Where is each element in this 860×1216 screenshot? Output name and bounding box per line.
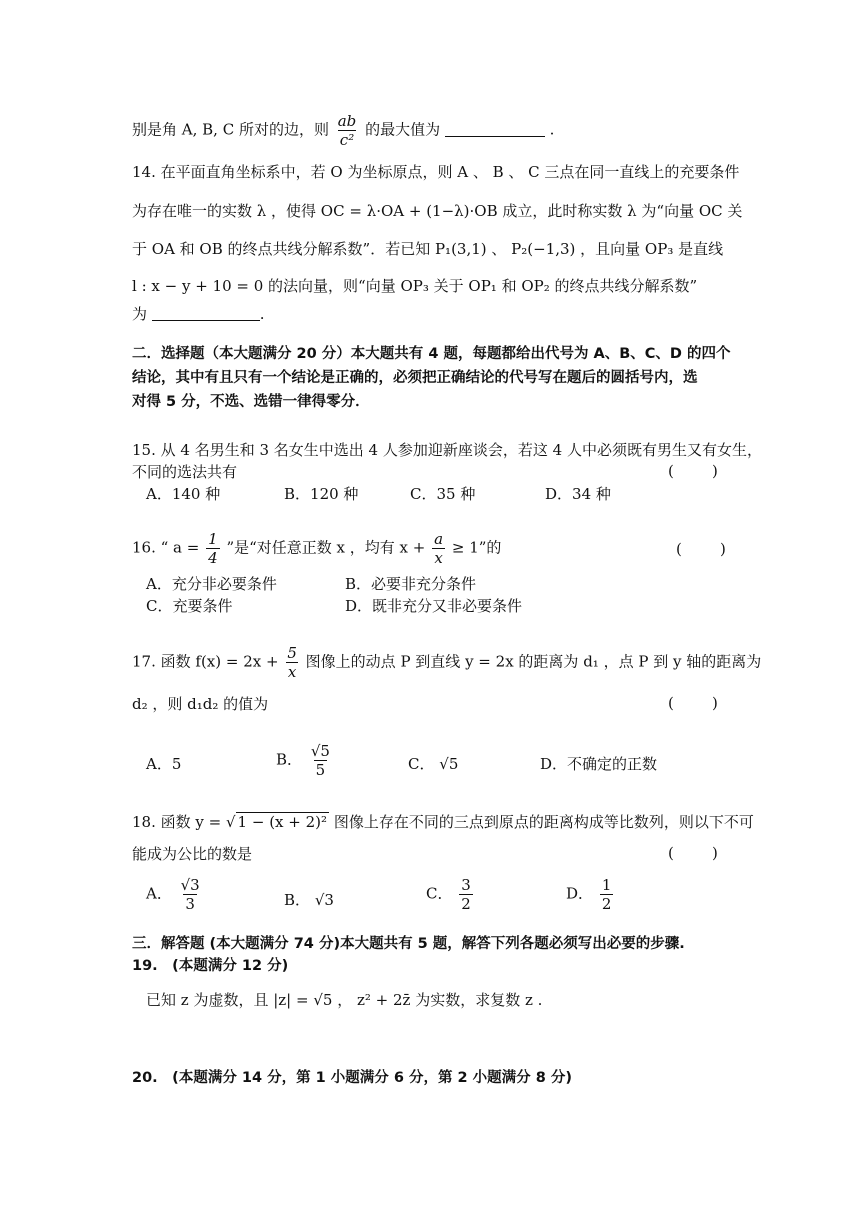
q17-frac-numerator: 5 <box>287 644 297 662</box>
section-2-line-1: 二．选择题（本大题满分 20 分）本大题共有 4 题，每题都给出代号为 A、B、C、D 的四个 <box>132 346 731 362</box>
q18-radicand: 1 − (x + 2)² <box>237 813 328 831</box>
q19-heading: 19. (本题满分 12 分) <box>132 958 289 974</box>
q13-frac-denominator: c² <box>339 131 355 149</box>
q14-line-1: 14. 在平面直角坐标系中，若 O 为坐标原点，则 A 、 B 、 C 三点在同一直线上的充要条件 <box>132 163 740 181</box>
q17-line-2: d₂ ，则 d₁d₂ 的值为 <box>132 695 269 713</box>
q18-prefix: 18. 函数 y = <box>132 813 222 831</box>
q18-stem <box>132 812 754 832</box>
q16-option-b[interactable]: B．必要非充分条件 <box>345 575 477 593</box>
q18-line-2: 能成为公比的数是 <box>132 845 253 863</box>
q15-line-1: 15. 从 4 名男生和 3 名女生中选出 4 人参加迎新座谈会，若这 4 人中必须既有男生又有女生， <box>132 441 762 459</box>
q15-answer-paren[interactable]: ( ) <box>668 462 718 480</box>
q16-answer-paren[interactable]: ( ) <box>676 540 726 558</box>
q16-frac-ax-numerator: a <box>434 530 444 548</box>
q17-answer-paren[interactable]: ( ) <box>668 694 718 712</box>
q17-option-b-label: B． <box>276 750 303 769</box>
q17-option-b-fraction <box>309 742 332 779</box>
q16-option-a[interactable]: A．充分非必要条件 <box>146 575 277 593</box>
q13-frac-numerator: ab <box>337 112 357 130</box>
section-2-line-2: 结论，其中有且只有一个结论是正确的，必须把正确结论的代号写在题后的圆括号内，选 <box>132 370 698 386</box>
q17-stem <box>132 644 761 681</box>
q14-line-5-text: 为 <box>132 305 148 323</box>
q15-option-b[interactable]: B．120 种 <box>284 485 359 503</box>
q14-line-3: 于 OA 和 OB 的终点共线分解系数”．若已知 P₁(3,1) 、 P₂(−1,3) ，且向量 OP₃ 是直线 <box>132 240 724 258</box>
section-3-heading: 三．解答题 (本大题满分 74 分)本大题共有 5 题，解答下列各题必须写出必要的步骤. <box>132 936 685 952</box>
q20-heading: 20. (本题满分 14 分，第 1 小题满分 6 分，第 2 小题满分 8 分) <box>132 1070 572 1086</box>
q18-option-d-numerator: 1 <box>601 876 612 894</box>
q16-frac-a-numerator: 1 <box>208 530 218 548</box>
q14-line-5: 为 . <box>132 305 265 323</box>
section-2-line-3: 对得 5 分，不选、选错一律得零分． <box>132 394 370 410</box>
q16-stem <box>132 530 501 567</box>
q17-option-a[interactable]: A．5 <box>146 755 182 773</box>
q18-option-a-label: A． <box>146 884 172 903</box>
q16-prefix: 16. “ a = <box>132 538 200 557</box>
q17-suffix: 图像上的动点 P 到直线 y = 2x 的距离为 d₁ ，点 P 到 y 轴的距离为 <box>305 652 762 671</box>
q17-option-c[interactable] <box>408 754 458 774</box>
q18-option-c-numerator: 3 <box>461 876 471 894</box>
q18-option-b[interactable] <box>284 890 334 910</box>
q14-line-2: 为存在唯一的实数 λ ，使得 OC = λ·OA + (1−λ)·OB 成立，此时称实数 λ 为“向量 OC 关 <box>132 202 743 220</box>
q18-sqrt: √ 1 − (x + 2)² <box>225 813 328 831</box>
q15-option-a[interactable]: A．140 种 <box>146 485 221 503</box>
q17-option-b-numerator: √5 <box>310 742 330 760</box>
q17-option-c-value: √5 <box>439 755 459 773</box>
q13-answer-blank[interactable] <box>445 122 545 137</box>
q16-option-c[interactable]: C．充要条件 <box>146 597 233 615</box>
q13-text-before: 别是角 A, B, C 所对的边，则 <box>132 120 329 139</box>
q17-option-b[interactable] <box>276 742 334 779</box>
q18-option-d-label: D． <box>566 884 594 903</box>
q18-option-b-label: B． <box>284 891 311 909</box>
q18-option-c-label: C． <box>426 884 453 903</box>
q18-answer-paren[interactable]: ( ) <box>668 844 718 862</box>
q16-option-d[interactable]: D．既非充分又非必要条件 <box>345 597 523 615</box>
q15-option-c[interactable]: C．35 种 <box>410 485 476 503</box>
q15-line-2: 不同的选法共有 <box>132 463 238 481</box>
q18-option-c-denominator: 2 <box>461 895 471 913</box>
q16-fraction-ax <box>432 530 445 567</box>
q18-option-a-denominator: 3 <box>185 895 195 913</box>
q15-option-d[interactable]: D．34 种 <box>545 485 611 503</box>
q18-option-a-numerator: √3 <box>180 876 200 894</box>
q18-option-d-denominator: 2 <box>601 895 612 913</box>
q18-option-a[interactable] <box>146 876 204 913</box>
q16-frac-ax-denominator: x <box>434 549 443 567</box>
q13-text-after: 的最大值为 <box>365 120 441 139</box>
q13-fraction <box>336 112 359 149</box>
q17-option-d[interactable]: D．不确定的正数 <box>540 755 658 773</box>
q18-option-b-value: √3 <box>314 891 334 909</box>
q18-option-d-fraction <box>600 876 614 913</box>
q17-option-c-label: C． <box>408 755 435 773</box>
q14-answer-blank[interactable] <box>152 306 260 321</box>
q14-line-4: l : x − y + 10 = 0 的法向量，则“向量 OP₃ 关于 OP₁ 和 OP₂ 的终点共线分解系数” <box>132 277 698 295</box>
q17-frac-denominator: x <box>287 663 297 681</box>
q17-fraction <box>285 644 299 681</box>
q16-suffix: ≥ 1”的 <box>451 538 502 557</box>
q16-fraction-a <box>206 530 220 567</box>
q16-mid: ”是“对任意正数 x ，均有 x + <box>226 538 426 557</box>
q18-option-c[interactable] <box>426 876 475 913</box>
q18-option-c-fraction <box>459 876 473 913</box>
q18-option-a-fraction <box>179 876 202 913</box>
q18-suffix: 图像上存在不同的三点到原点的距离构成等比数列，则以下不可 <box>333 813 754 831</box>
q13-tail: 别是角 A, B, C 所对的边，则 $\frac{ab}{\text{c²}}$ 的最大值为 . <box>132 112 555 149</box>
q17-option-b-denominator: 5 <box>315 761 326 779</box>
q16-frac-a-denominator: 4 <box>208 549 218 567</box>
q19-text: 已知 z 为虚数，且 |z| = √5 ， z² + 2z̄ 为实数，求复数 z . <box>146 991 543 1009</box>
q17-prefix: 17. 函数 f(x) = 2x + <box>132 652 279 671</box>
q18-option-d[interactable] <box>566 876 615 913</box>
